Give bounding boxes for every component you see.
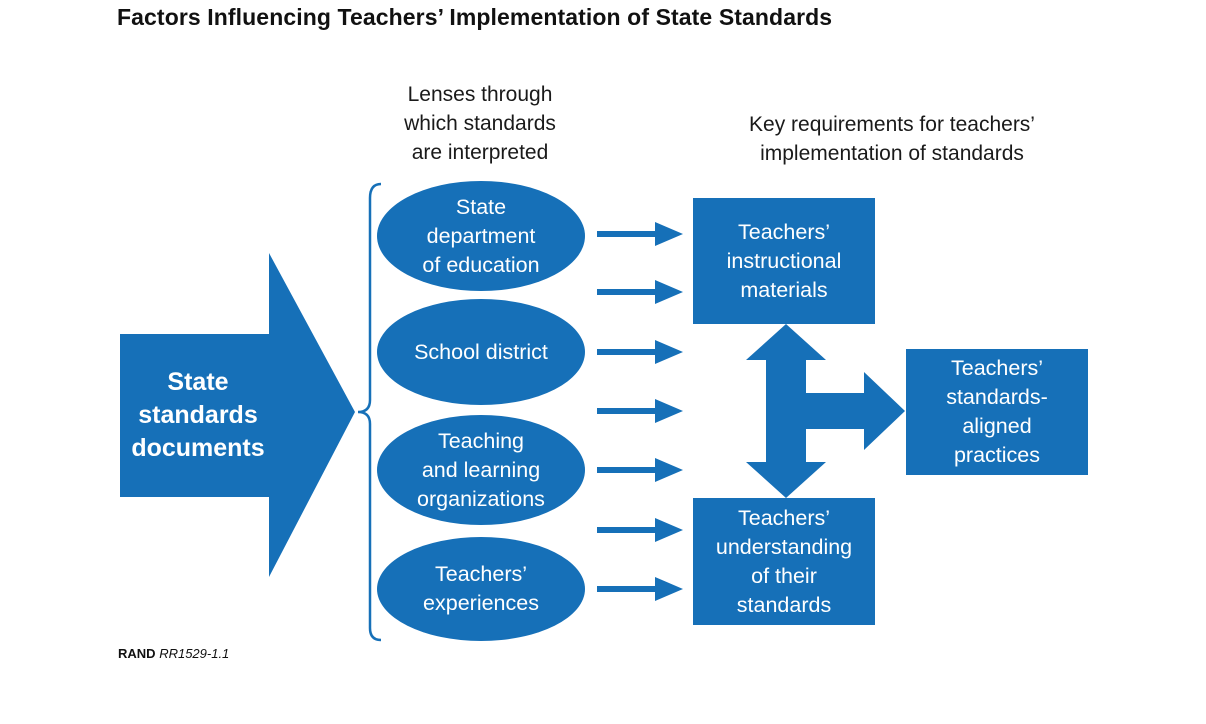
lens-arrow-3 (597, 340, 683, 364)
lens-arrow-2 (597, 280, 683, 304)
lens-arrow-5 (597, 458, 683, 482)
lenses-heading: Lenses through which standards are interpreted (404, 83, 556, 164)
lens-arrows (597, 222, 683, 601)
requirements-heading: Key requirements for teachers’ implementation of standards (749, 113, 1035, 165)
lens-arrow-4 (597, 399, 683, 423)
t-double-arrow (746, 324, 905, 498)
lens-label-school-district: School district (414, 339, 548, 364)
page-title: Factors Influencing Teachers’ Implementation of State Standards (117, 4, 833, 30)
source-org: RAND (118, 646, 156, 661)
lens-arrow-7 (597, 577, 683, 601)
lens-arrow-6 (597, 518, 683, 542)
source-credit (118, 646, 229, 661)
requirement-label-understanding: Teachers’ understanding of their standards (715, 505, 853, 617)
outcome-label: Teachers’ standards- aligned practices (946, 356, 1048, 467)
state-standards-label: State standards documents (131, 367, 265, 462)
lens-arrow-1 (597, 222, 683, 246)
requirement-label-materials: Teachers’ instructional materials (726, 219, 842, 302)
source-code: RR1529-1.1 (159, 646, 230, 661)
lens-label-teaching-organizations: Teaching and learning organizations (417, 428, 545, 511)
lens-label-teachers-experiences: Teachers’ experiences (423, 562, 539, 615)
lens-label-state-department: State department of education (422, 194, 540, 277)
